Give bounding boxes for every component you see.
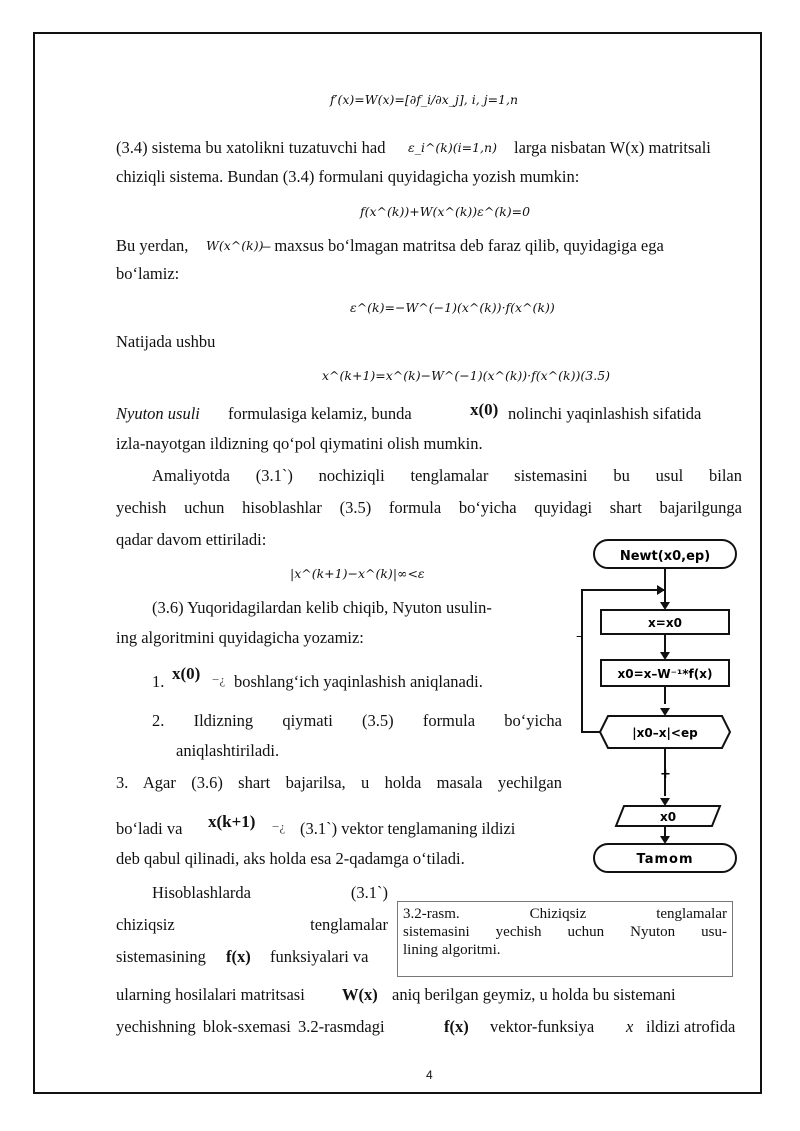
text-line-23b: vektor-funksiya (490, 1017, 595, 1036)
formula-epsilon-inline: ε_i^(k)(i=1,n) (408, 140, 497, 155)
flow-no-label: – (576, 629, 583, 644)
symbol-dash-1: −¿ (212, 672, 226, 687)
formula-x0-step: x(0) (172, 664, 201, 683)
formula-xk1-inline: x(k+1) (208, 812, 256, 831)
text-line-18: deb qabul qilinadi, aks holda esa 2-qadamga o‘tiladi. (116, 849, 465, 868)
text-line-2: chiziqli sistema. Bundan (3.4) formulani quyidagicha yozish mumkin: (116, 167, 580, 186)
text-line-16: 3. Agar (3.6) shart bajarilsa, u holda masala yechilgan (116, 773, 562, 792)
flow-output-label: x0 (659, 810, 677, 824)
flow-yes-label: + (660, 767, 671, 782)
text-line-21b: funksiyalari va (270, 947, 369, 966)
text-line-12: ing algoritmini quyidagicha yozamiz: (116, 628, 364, 647)
text-line-11: (3.6) Yuqoridagilardan kelib chiqib, Nyuton usulin- (152, 598, 492, 617)
formula-newton-iteration: x^(k+1)=x^(k)−W^(−1)(x^(k))·f(x^(k))(3.5) (322, 368, 611, 383)
formula-jacobian: f′(x)=W(x)=[∂f_i/∂x_j], i, j=1,n (330, 92, 519, 107)
text-line-9: yechish uchun hisoblashlar (3.5) formula bo‘yicha quyidagi shart bajarilgunga (116, 498, 742, 517)
text-line-1b: larga nisbatan W(x) matritsali (514, 138, 711, 157)
formula-epsilon: ε^(k)=−W^(−1)(x^(k))·f(x^(k)) (350, 300, 555, 315)
text-line-6b: formulasiga kelamiz, bunda (228, 404, 412, 423)
text-line-21a: sistemasining (116, 947, 206, 966)
text-line-6a: Nyuton usuli (116, 404, 200, 423)
text-line-3a: Bu yerdan, (116, 236, 189, 255)
formula-x0-inline: x(0) (470, 400, 499, 419)
text-line-19: Hisoblashlarda (3.1`) (152, 883, 388, 902)
text-line-4: bo‘lamiz: (116, 264, 180, 283)
text-line-15: aniqlashtiriladi. (176, 741, 280, 760)
formula-stop-condition: |x^(k+1)−x^(k)|∞<ε (290, 566, 425, 581)
flow-start-label: Newt(x0,ep) (619, 549, 711, 564)
flowchart-newton (568, 534, 748, 884)
text-line-8: Amaliyotda (3.1`) nochiziqli tenglamalar sistemasini bu usul bilan (152, 466, 742, 485)
text-line-17a: bo‘ladi va (116, 819, 183, 838)
flow-assign-label: x=x0 (648, 616, 682, 630)
formula-linear-system: f(x^(k))+W(x^(k))ε^(k)=0 (360, 204, 531, 219)
formula-Wx-inline: W(x) (342, 985, 378, 1004)
page-number: 4 (426, 1068, 433, 1082)
text-line-10: qadar davom ettiriladi: (116, 530, 267, 549)
formula-fx2-inline: f(x) (444, 1017, 469, 1036)
text-line-23a: yechishning blok-sxemasi 3.2-rasmdagi (116, 1017, 385, 1036)
caption-line-1: 3.2-rasm. Chiziqsiz tenglamalar (403, 906, 727, 922)
text-var-x: x (626, 1017, 634, 1036)
text-line-1a: (3.4) sistema bu xatolikni tuzatuvchi had (116, 138, 386, 157)
text-line-7: izla-nayotgan ildizning qo‘pol qiymatini olish mumkin. (116, 434, 483, 453)
text-line-22a: ularning hosilalari matritsasi (116, 985, 305, 1004)
text-line-5: Natijada ushbu (116, 332, 216, 351)
text-line-3b: – maxsus bo‘lmagan matritsa deb faraz qilib, quyidagiga ega (262, 236, 664, 255)
flow-end-label: Tamom (636, 852, 694, 867)
figure-caption (397, 901, 733, 977)
text-line-6c: nolinchi yaqinlashish sifatida (508, 404, 702, 423)
formula-fx-inline: f(x) (226, 947, 251, 966)
text-line-17b: (3.1`) vektor tenglamaning ildizi (300, 819, 516, 838)
text-line-23c: ildizi atrofida (646, 1017, 736, 1036)
text-line-13b: boshlang‘ich yaqinlashish aniqlanadi. (234, 672, 483, 691)
text-line-20: chiziqsiz tenglamalar (116, 915, 388, 934)
text-line-14: 2. Ildizning qiymati (3.5) formula bo‘yicha (152, 711, 562, 730)
flow-update-label: x0=x–W⁻¹*f(x) (617, 667, 713, 681)
caption-line-3: lining algoritmi. (403, 942, 501, 958)
formula-W-inline: W(x^(k)) (206, 238, 264, 253)
symbol-dash-2: −¿ (272, 819, 286, 834)
caption-line-2: sistemasini yechish uchun Nyuton usu- (403, 924, 727, 940)
text-line-22b: aniq berilgan geymiz, u holda bu sistemani (392, 985, 676, 1004)
text-step-1-number: 1. (152, 672, 165, 691)
flow-condition-label: |x0–x|<ep (632, 726, 698, 740)
